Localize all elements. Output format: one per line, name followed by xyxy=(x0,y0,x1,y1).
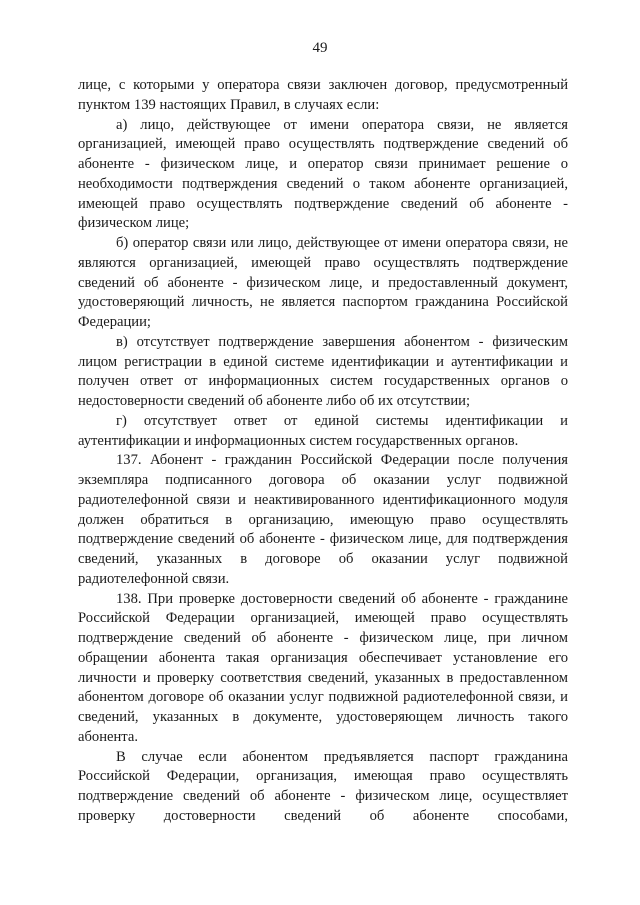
paragraph-item-v: в) отсутствует подтверждение завершения абонентом - физическим лицом регистрации в единой системе идентификации и аутентификации и получен ответ от информационных систем государственных органов о недостоверности сведений об абоненте либо об их отсутствии; xyxy=(78,333,568,409)
paragraph-138: 138. При проверке достоверности сведений об абоненте - гражданине Российской Федерации организацией, имеющей право осуществлять подтверждение сведений об абоненте - физическом лице, при личном обращении абонента такая организация обеспечивает установление его личности и проверку соответствия сведений, указанных в предоставленном абонентом договоре об оказании услуг подвижной радиотелефонной связи, и сведений, указанных в документе, удостоверяющем личность такого абонента. xyxy=(78,590,568,745)
page-number: 49 xyxy=(312,40,328,56)
paragraph-item-a: а) лицо, действующее от имени оператора связи, не является организацией, имеющей право осуществлять подтверждение сведений об абоненте - физическом лице, и оператор связи принимает решение о необходимости подтверждения сведений о таком абоненте организацией, имеющей право осуществлять подтверждение сведений об абоненте - физическом лице; xyxy=(78,116,568,232)
paragraph-item-b: б) оператор связи или лицо, действующее от имени оператора связи, не являются организацией, имеющей право осуществлять подтверждение сведений об абоненте - физическом лице, и предоставленный документ, удостоверяющий личность, не является паспортом гражданина Российской Федерации; xyxy=(78,235,568,330)
paragraph-137: 137. Абонент - гражданин Российской Федерации после получения экземпляра подписанного договора об оказании услуг подвижной радиотелефонной связи и неактивированного идентификационного модуля должен обратиться в организацию, имеющую право осуществлять подтверждение сведений об абоненте - физическом лице, для подтверждения сведений, указанных в договоре об оказании услуг подвижной радиотелефонной связи. xyxy=(78,452,568,587)
paragraph-passport-check: В случае если абонентом предъявляется паспорт гражданина Российской Федерации, организация, имеющая право осуществлять подтверждение сведений об абоненте - физическом лице, осуществляет проверку достоверности сведений об абоненте способами, xyxy=(78,748,568,824)
paragraph-item-g: г) отсутствует ответ от единой системы идентификации и аутентификации и информационных систем государственных органов. xyxy=(78,412,568,449)
paragraph-intro: лице, с которыми у оператора связи заключен договор, предусмотренный пунктом 139 настоящих Правил, в случаях если: xyxy=(78,77,568,113)
document-body xyxy=(78,76,568,827)
